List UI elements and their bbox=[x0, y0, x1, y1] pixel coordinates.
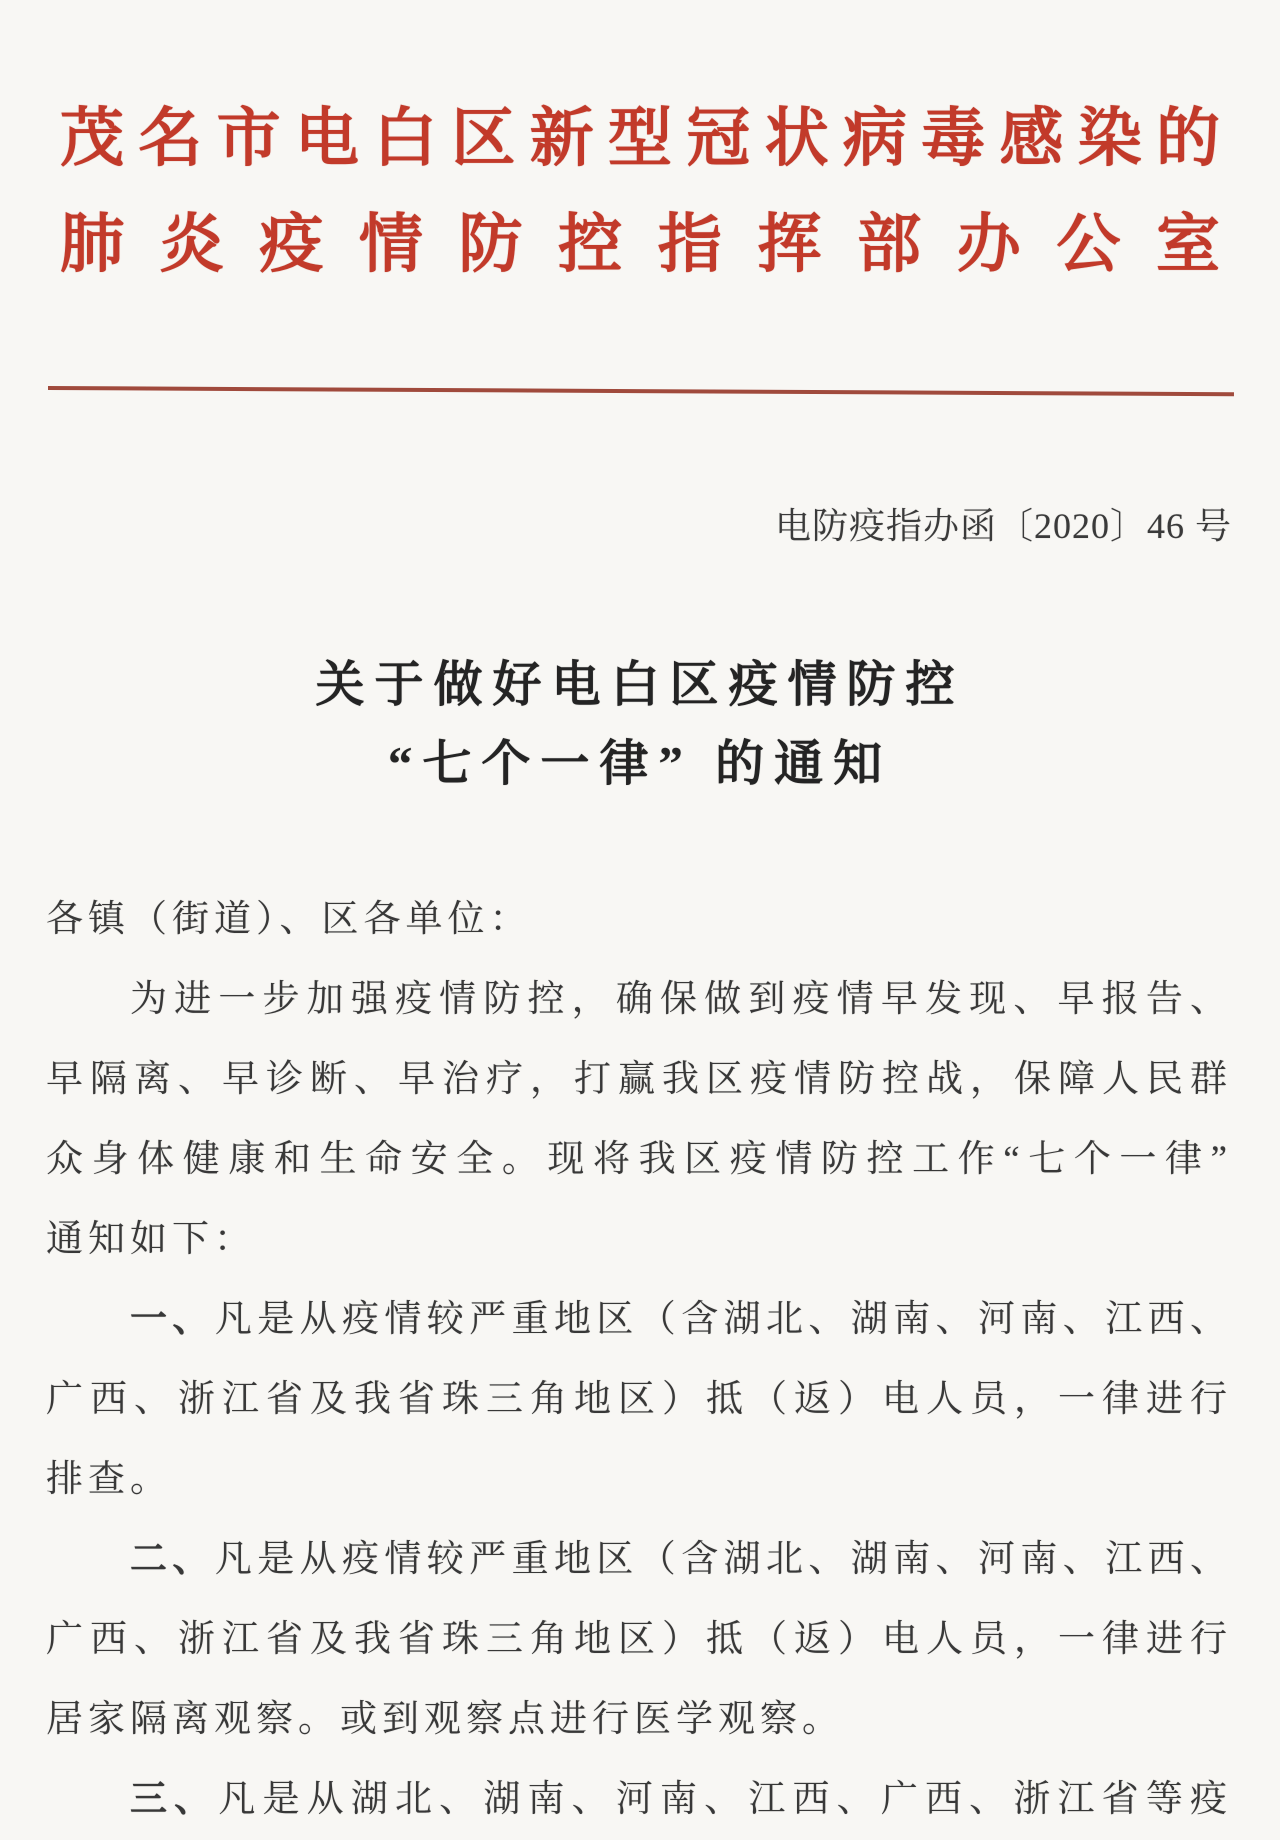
body-line-text: 为进一步加强疫情防控，确保做到疫情早发现、早报告、 bbox=[130, 979, 1232, 1020]
body-line-text: 排查。 bbox=[46, 1459, 172, 1500]
rule-item-2-line bbox=[46, 1680, 1232, 1760]
body-line-text: 早隔离、早诊断、早治疗，打赢我区疫情防控战，保障人民群 bbox=[46, 1059, 1232, 1100]
rule-item-2-line bbox=[46, 1520, 1232, 1600]
body-line-text: 居家隔离观察。或到观察点进行医学观察。 bbox=[46, 1699, 844, 1740]
body-line-text: 通知如下： bbox=[46, 1219, 256, 1260]
body-line bbox=[46, 960, 1232, 1040]
item-number: 二、 bbox=[130, 1539, 215, 1580]
item-number: 三、 bbox=[130, 1779, 219, 1820]
body-line-text: 广西、浙江省及我省珠三角地区）抵（返）电人员，一律进行 bbox=[46, 1379, 1232, 1420]
body-line-text: 众身体健康和生命安全。现将我区疫情防控工作“七个一律” bbox=[46, 1139, 1232, 1180]
notice-title-line-1: 关于做好电白区疫情防控 bbox=[315, 657, 965, 712]
rule-item-1-line bbox=[46, 1360, 1232, 1440]
notice-title bbox=[0, 645, 1280, 803]
body-line bbox=[46, 1120, 1232, 1200]
salutation-line bbox=[46, 880, 1232, 960]
body-line-text: 凡是从湖北、湖南、河南、江西、广西、浙江省等疫 bbox=[218, 1779, 1233, 1820]
body-line bbox=[46, 1040, 1232, 1120]
letterhead-org-line-2: 肺炎疫情防控指挥部办公室 bbox=[60, 209, 1220, 280]
rule-item-3-line bbox=[46, 1760, 1232, 1840]
rule-item-1-line bbox=[46, 1440, 1232, 1520]
body-line bbox=[46, 1200, 1232, 1280]
rule-item-1-line bbox=[46, 1280, 1232, 1360]
notice-body bbox=[46, 880, 1232, 1840]
body-line-text: 凡是从疫情较严重地区（含湖北、湖南、河南、江西、 bbox=[214, 1299, 1233, 1340]
letterhead-org-line-1: 茂名市电白区新型冠状病毒感染的 bbox=[60, 103, 1220, 174]
body-line-text: 各镇（街道）、区各单位： bbox=[46, 899, 532, 940]
item-number: 一、 bbox=[130, 1299, 215, 1340]
letterhead bbox=[60, 86, 1220, 298]
notice-title-line-2: “七个一律” 的通知 bbox=[387, 736, 893, 791]
document-reference-number: 电防疫指办函〔2020〕46 号 bbox=[774, 506, 1232, 546]
body-line-text: 凡是从疫情较严重地区（含湖北、湖南、河南、江西、 bbox=[214, 1539, 1233, 1580]
red-divider-rule bbox=[48, 386, 1234, 396]
body-line-text: 广西、浙江省及我省珠三角地区）抵（返）电人员，一律进行 bbox=[46, 1619, 1232, 1660]
rule-item-2-line bbox=[46, 1600, 1232, 1680]
